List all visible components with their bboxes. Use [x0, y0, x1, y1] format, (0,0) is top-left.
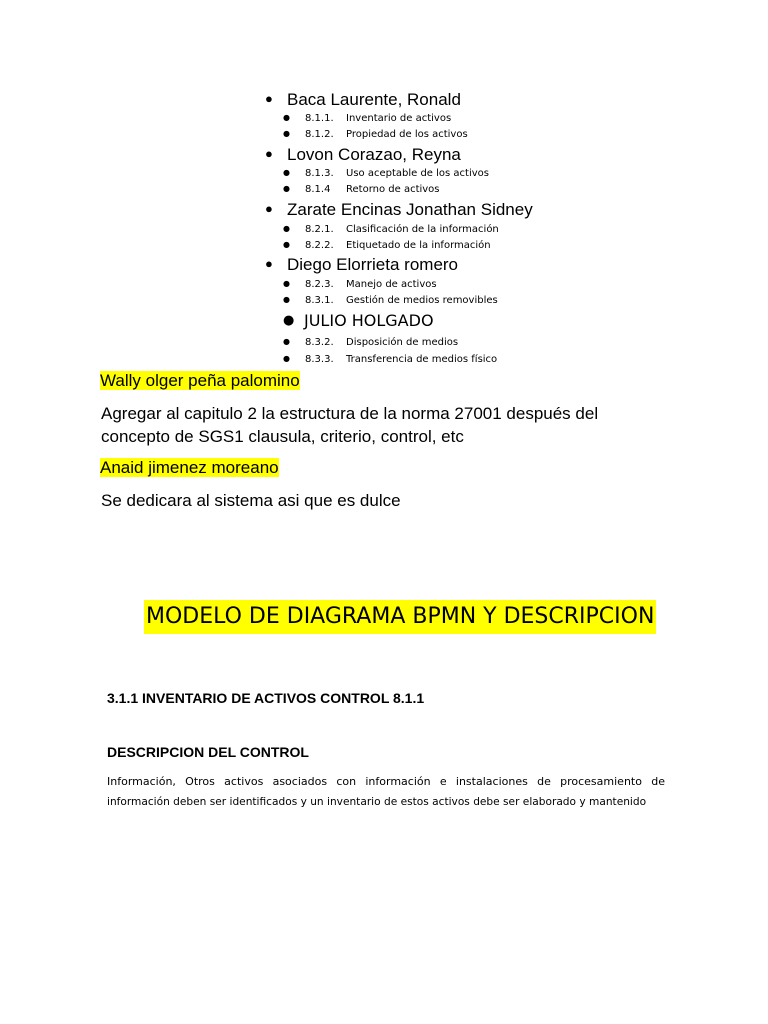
list-item: ● 8.2.1. Clasificación de la información: [283, 224, 499, 235]
list-item: ● 8.1.4 Retorno de activos: [283, 184, 440, 195]
assignee-name: ● JULIO HOLGADO: [283, 311, 434, 330]
list-item: ● 8.3.3. Transferencia de medios físico: [283, 354, 498, 365]
assignee-name: ● Zarate Encinas Jonathan Sidney: [265, 200, 533, 219]
bullet-icon: ●: [283, 313, 295, 328]
bullet-icon: ●: [265, 256, 273, 271]
list-item: ● 8.2.2. Etiquetado de la información: [283, 240, 491, 251]
bullet-icon: ●: [283, 279, 290, 288]
list-item: ● 8.1.1. Inventario de activos: [283, 113, 452, 124]
list-item: ● 8.1.2. Propiedad de los activos: [283, 129, 468, 140]
section-subheading: DESCRIPCION DEL CONTROL: [107, 744, 309, 760]
assignee-name: ● Diego Elorrieta romero: [265, 255, 459, 274]
bullet-icon: ●: [283, 168, 290, 177]
bullet-icon: ●: [283, 224, 290, 233]
bullet-icon: ●: [283, 129, 290, 138]
bullet-icon: ●: [265, 91, 273, 106]
bullet-icon: ●: [283, 295, 290, 304]
bullet-icon: ●: [283, 113, 290, 122]
bullet-icon: ●: [283, 184, 290, 193]
document-title: MODELO DE DIAGRAMA BPMN Y DESCRIPCION: [144, 600, 656, 634]
bullet-icon: ●: [283, 337, 290, 346]
list-item: ● 8.2.3. Manejo de activos: [283, 279, 437, 290]
highlighted-name: Anaid jimenez moreano: [100, 458, 279, 477]
list-item: ● 8.3.1. Gestión de medios removibles: [283, 295, 498, 306]
bullet-icon: ●: [265, 201, 273, 216]
bullet-icon: ●: [283, 240, 290, 249]
bullet-icon: ●: [283, 354, 290, 363]
highlighted-name: Wally olger peña palomino: [100, 371, 300, 390]
assignee-name: ● Lovon Corazao, Reyna: [265, 145, 461, 164]
section-heading: 3.1.1 INVENTARIO DE ACTIVOS CONTROL 8.1.1: [107, 690, 425, 706]
section-body: Información, Otros activos asociados con información e instalaciones de procesamiento de información deben ser identificados y un inventario de estos activos debe ser elaborado y mantenido: [107, 775, 665, 808]
note-paragraph: Se dedicara al sistema asi que es dulce: [101, 491, 401, 510]
assignee-name: ● Baca Laurente, Ronald: [265, 90, 461, 109]
list-item: ● 8.3.2. Disposición de medios: [283, 337, 459, 348]
list-item: ● 8.1.3. Uso aceptable de los activos: [283, 168, 489, 179]
note-paragraph: Agregar al capitulo 2 la estructura de la norma 27001 después del concepto de SGS1 clausula, criterio, control, etc: [101, 404, 599, 446]
bullet-icon: ●: [265, 146, 273, 161]
